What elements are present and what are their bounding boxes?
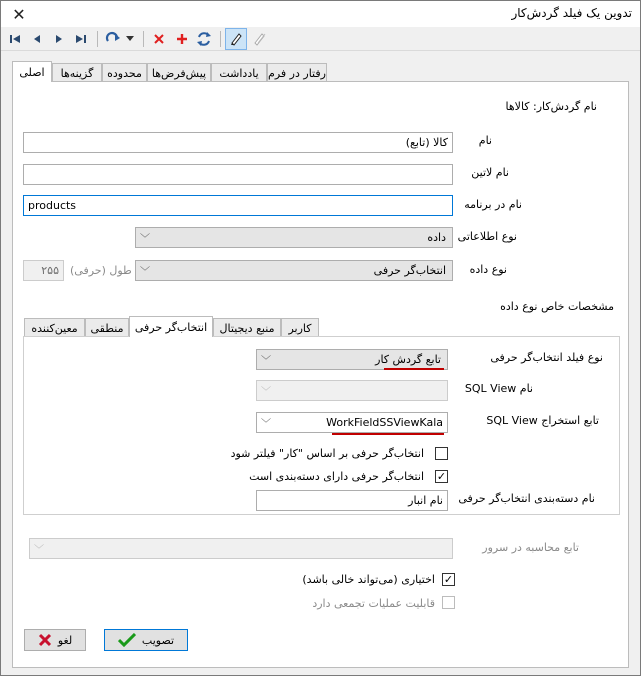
filter-by-task-label: انتخاب‌گر حرفی بر اساس "کار" فیلتر شود bbox=[230, 447, 424, 460]
data-type-value: انتخاب‌گر حرفی bbox=[373, 264, 446, 277]
cancel-x-icon bbox=[38, 633, 52, 647]
info-type-value: داده bbox=[427, 231, 446, 244]
latin-name-label: نام لاتین bbox=[471, 166, 509, 179]
subtab-user[interactable]: کاربر bbox=[281, 318, 319, 337]
tab-options[interactable]: گزینه‌ها bbox=[52, 63, 102, 82]
sql-view-label: نام SQL View bbox=[464, 382, 533, 395]
program-name-field[interactable]: products bbox=[23, 195, 453, 216]
info-type-label: نوع اطلاعاتی bbox=[457, 230, 517, 243]
first-icon[interactable] bbox=[5, 29, 25, 49]
filter-by-task-checkbox[interactable] bbox=[435, 447, 448, 460]
main-panel bbox=[12, 81, 629, 668]
dropdown-icon[interactable] bbox=[123, 29, 137, 49]
cancel-button[interactable] bbox=[24, 629, 86, 651]
chevron-down-icon: ﹀ bbox=[261, 387, 271, 398]
tab-range[interactable]: محدوده bbox=[102, 63, 147, 82]
has-category-checkbox[interactable]: ✓ bbox=[436, 470, 447, 483]
tab-main[interactable]: اصلی bbox=[12, 61, 52, 82]
optional-checkbox[interactable]: ✓ bbox=[443, 573, 454, 586]
ok-button-label: تصویب bbox=[141, 633, 175, 647]
tab-notes[interactable]: یادداشت bbox=[211, 63, 267, 82]
title-bar bbox=[1, 1, 640, 27]
toolbar-separator bbox=[143, 31, 144, 47]
highlight-underline bbox=[384, 368, 444, 370]
close-icon[interactable]: ✕ bbox=[12, 4, 26, 24]
category-name-label: نام دسته‌بندی انتخاب‌گر حرفی bbox=[458, 492, 595, 505]
selector-panel bbox=[23, 336, 620, 515]
length-label: طول (حرفی) bbox=[70, 264, 132, 277]
subtab-boolean[interactable]: منطقی bbox=[85, 318, 129, 337]
next-icon[interactable] bbox=[49, 29, 69, 49]
server-function-label: تابع محاسبه در سرور bbox=[482, 541, 579, 554]
extract-function-select[interactable] bbox=[256, 412, 448, 433]
toolbar-separator bbox=[220, 31, 221, 47]
has-category-label: انتخاب‌گر حرفی دارای دسته‌بندی است bbox=[249, 470, 424, 483]
chevron-down-icon: ﹀ bbox=[140, 267, 150, 278]
extract-function-label: تابع استخراج SQL View bbox=[486, 414, 599, 427]
tab-form-behavior[interactable]: رفتار در فرم bbox=[267, 63, 327, 82]
ok-button[interactable] bbox=[104, 629, 188, 651]
toolbar-separator bbox=[97, 31, 98, 47]
data-type-label: نوع داده bbox=[469, 263, 507, 276]
program-name-label: نام در برنامه bbox=[464, 198, 522, 211]
edit-disabled-icon bbox=[249, 29, 269, 49]
selector-field-type-select[interactable] bbox=[256, 349, 448, 370]
specific-props-label: مشخصات خاص نوع داده bbox=[500, 300, 614, 313]
cancel-button-label: لغو bbox=[57, 633, 73, 647]
prev-icon[interactable] bbox=[27, 29, 47, 49]
redo-icon[interactable] bbox=[103, 29, 123, 49]
extract-function-value: WorkFieldSSViewKala bbox=[326, 416, 443, 429]
sql-view-select[interactable] bbox=[256, 380, 448, 401]
server-function-select bbox=[29, 538, 453, 559]
selector-field-type-label: نوع فیلد انتخاب‌گر حرفی bbox=[490, 351, 603, 364]
subtab-string-selector[interactable]: انتخاب‌گر حرفی bbox=[129, 316, 213, 337]
edit-icon[interactable] bbox=[225, 28, 247, 50]
latin-name-field[interactable] bbox=[23, 164, 453, 185]
add-icon[interactable] bbox=[172, 29, 192, 49]
data-type-select[interactable] bbox=[135, 260, 453, 281]
category-name-field[interactable]: نام انبار bbox=[256, 490, 448, 511]
name-label: نام bbox=[478, 134, 492, 147]
workflow-name-label: نام گردش‌کار: کالاها bbox=[505, 100, 597, 113]
subtab-determiner[interactable]: معین‌کننده bbox=[24, 318, 85, 337]
chevron-down-icon: ﹀ bbox=[261, 356, 271, 367]
chevron-down-icon: ﹀ bbox=[261, 419, 271, 430]
chevron-down-icon: ﹀ bbox=[34, 545, 44, 556]
toolbar bbox=[1, 27, 640, 51]
refresh-icon[interactable] bbox=[194, 29, 214, 49]
last-icon[interactable] bbox=[71, 29, 91, 49]
delete-icon[interactable] bbox=[149, 29, 169, 49]
subtab-digital-source[interactable]: منبع دیجیتال bbox=[213, 318, 281, 337]
optional-label: اختیاری (می‌تواند خالی باشد) bbox=[302, 573, 435, 586]
selector-field-type-value: تابع گردش کار bbox=[375, 353, 441, 366]
aggregate-label: قابلیت عملیات تجمعی دارد bbox=[312, 597, 435, 610]
length-field: ۲۵۵ bbox=[23, 260, 64, 281]
tab-defaults[interactable]: پیش‌فرض‌ها bbox=[147, 63, 211, 82]
chevron-down-icon: ﹀ bbox=[140, 234, 150, 245]
checkmark-icon bbox=[118, 633, 136, 647]
aggregate-checkbox bbox=[442, 596, 455, 609]
name-field[interactable]: کالا (تابع) bbox=[23, 132, 453, 153]
window-title: تدوین یک فیلد گردش‌کار bbox=[511, 6, 632, 20]
info-type-select[interactable] bbox=[135, 227, 453, 248]
highlight-underline bbox=[332, 433, 444, 435]
